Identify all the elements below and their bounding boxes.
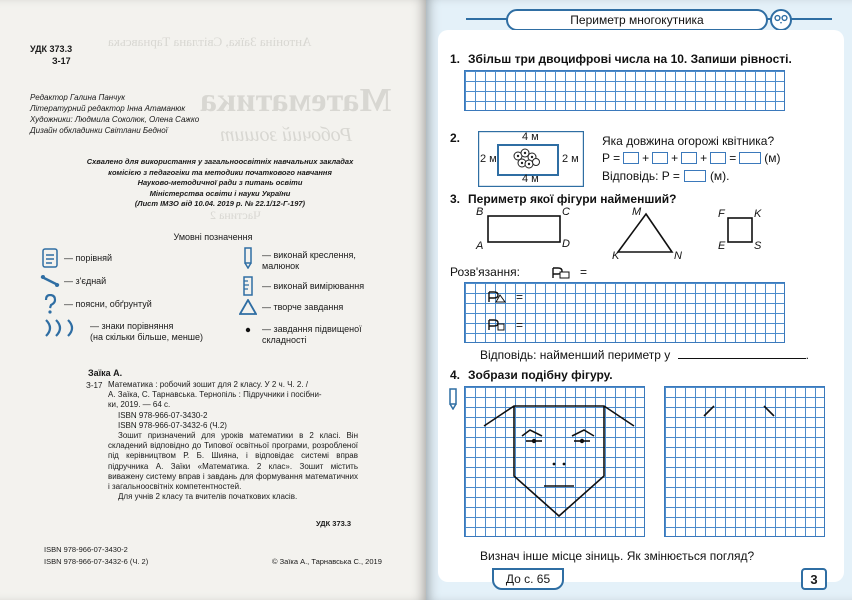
ghost-part: Частина 2 [210, 208, 261, 222]
unit-label: (м). [709, 169, 730, 183]
answer-box[interactable] [681, 152, 697, 164]
task-3 [450, 192, 676, 206]
isbn-bottom: ISBN 978-966-07-3430-2 [44, 545, 128, 554]
answer-box[interactable] [684, 170, 706, 182]
task-text: Зобрази подібну фігуру. [468, 368, 613, 382]
ghost-authors: Антоніна Заїка, Світлана Тарнавська [108, 34, 312, 49]
catalog-author: Заїка А. [88, 368, 123, 378]
legend-item-explain [40, 294, 152, 314]
legend-label: — виконай вимірювання [262, 281, 365, 291]
triangle-icon [238, 297, 258, 317]
task-2-question: Яка довжина огорожі квітника? [602, 134, 775, 148]
legend-item-signs [40, 318, 203, 343]
legend-label: — порівняй [64, 253, 113, 263]
approval-line: Науково-методичної ради з питань освіти [137, 178, 303, 187]
answer-label: Відповідь: P = [602, 169, 680, 183]
legend-item-connect [40, 271, 106, 291]
udk-top: УДК 373.3 [30, 44, 73, 54]
catalog-line: ки, 2019. — 64 с. [108, 400, 171, 410]
legend-item-creative [238, 297, 343, 317]
answer-label: Відповідь: найменший периметр у [480, 348, 671, 362]
brackets-icon [40, 318, 86, 338]
answer-box[interactable] [739, 152, 761, 164]
vertex-label: F [718, 208, 725, 220]
task-3-answer [480, 348, 809, 362]
catalog-code: З-17 [86, 381, 103, 390]
equals-sign: = [516, 290, 524, 304]
plus-sign: + [700, 151, 708, 165]
tri-symbol-icon [488, 290, 506, 308]
catalog-line: Математика : робочий зошит для 2 класу. У 2 ч. Ч. 2. / [108, 380, 309, 389]
question-icon [40, 294, 60, 314]
footer-link[interactable] [492, 568, 564, 590]
credit-line: Редактор Галина Панчук [30, 93, 126, 102]
catalog-description: Зошит призначений для уроків математики в 2 класі. Він складений відповідно до Типової освітньої програми, розробленої під керівництвом Р. Б. Шияна, і відповідає системі вправ підручника А. Заїки «Математика. 2 клас». Зошит містить виважену систему вправ і завдань для формування математичних і загальноосвітніх компетентностей. [108, 431, 358, 492]
catalog-line: А. Заїка, С. Тарнавська. Тернопіль : Підручники і посібни- [108, 390, 322, 400]
face-copy-start [664, 386, 825, 537]
triangle-figure [606, 206, 686, 262]
square-figure [714, 206, 778, 256]
credit-line: Літературний редактор Інна Атаманюк [30, 104, 186, 113]
vertex-label: K [754, 208, 762, 220]
equals-sign: = [516, 318, 524, 332]
solution-label: Розв'язання: [450, 265, 520, 279]
answer-line[interactable] [678, 349, 806, 359]
plus-sign: + [642, 151, 650, 165]
pencil-icon [238, 248, 258, 268]
answer-period: . [805, 348, 809, 362]
dot-icon [238, 320, 258, 340]
task-2 [450, 131, 468, 145]
task-number: 3. [450, 192, 461, 206]
catalog-body [108, 380, 358, 502]
task-3-grid[interactable] [464, 282, 785, 343]
equals-sign: = [580, 265, 588, 279]
page-title-text: Периметр многокутника [570, 13, 704, 27]
credits [30, 92, 199, 136]
task-4 [450, 368, 613, 382]
copyright: © Заїка А., Тарнавська С., 2019 [272, 557, 382, 566]
perimeter-formula [602, 151, 780, 165]
vertex-label: C [562, 206, 570, 218]
catalog-isbn: ISBN 978-966-07-3430-2 [118, 410, 208, 420]
legend-item-draw [238, 248, 356, 272]
pencil-paper-icon [40, 248, 60, 268]
connect-icon [40, 271, 60, 291]
catalog-isbn: ISBN 978-966-07-3432-6 (Ч.2) [118, 420, 227, 430]
side-top-label: 4 м [522, 131, 539, 143]
task-1 [450, 52, 792, 66]
ghost-subtitle: Робочий зошит [220, 124, 353, 146]
catalog-audience: Для учнів 2 класу та вчителів початкових класів. [118, 492, 298, 502]
task-1-grid[interactable] [464, 70, 785, 111]
side-right-label: 2 м [562, 153, 579, 165]
answer-box[interactable] [623, 152, 639, 164]
legend-label: — творче завдання [262, 302, 344, 312]
code-top: З-17 [52, 56, 71, 66]
vertex-label: S [754, 240, 762, 252]
legend-label: — виконай креслення, малюнок [262, 250, 356, 271]
vertex-label: A [476, 240, 484, 252]
task-4-question: Визнач інше місце зіниць. Як змінюється погляд? [480, 549, 755, 563]
legend-item-compare [40, 248, 112, 268]
credit-line: Художники: Людмила Соколюк, Олена Сажко [30, 115, 200, 124]
legend-title: Умовні позначення [173, 232, 253, 242]
rectangle-figure [476, 206, 576, 254]
vertex-label: K [612, 250, 620, 262]
approval-line: Міністерства освіти і науки України [149, 188, 291, 198]
plus-sign: + [671, 151, 679, 165]
vertex-label: E [718, 240, 726, 252]
legend-item-advanced [238, 320, 362, 346]
page-title [506, 9, 768, 31]
task-number: 4. [450, 368, 461, 382]
approval-line: комісією з педагогіки та методики початкового навчання [108, 167, 332, 177]
approval-block [40, 157, 400, 210]
face-sample-drawing [464, 386, 645, 537]
ruler-icon [238, 276, 258, 296]
unit-label: (м) [764, 151, 781, 165]
side-left-label: 2 м [480, 153, 497, 165]
footer-text: До с. 65 [505, 572, 551, 586]
isbn-bottom: ISBN 978-966-07-3432-6 (Ч. 2) [44, 557, 149, 566]
vertex-label: B [476, 206, 484, 218]
equals-sign: = [729, 151, 737, 165]
worksheet [438, 30, 844, 582]
task-text: Периметр якої фігури найменший? [468, 192, 677, 206]
vertex-label: D [562, 238, 570, 250]
task-text: Збільш три двоцифрові числа на 10. Запиши рівності. [468, 52, 792, 66]
credit-line: Дизайн обкладинки Світлани Бедної [30, 126, 168, 135]
page-number [801, 568, 827, 590]
task-number: 1. [450, 52, 461, 66]
square-symbol-icon [488, 318, 506, 336]
answer-box[interactable] [710, 152, 726, 164]
answer-box[interactable] [652, 152, 668, 164]
perimeter-label: P = [602, 151, 621, 165]
side-bottom-label: 4 м [522, 173, 539, 185]
task-number: 2. [450, 131, 461, 145]
flowerbed-figure [478, 131, 584, 187]
legend-label: — з'єднай [64, 276, 107, 286]
approval-line: (Лист ІМЗО від 10.04. 2019 р. № 22.1/12-Г-197) [134, 199, 306, 208]
ghost-title: Математика [200, 82, 392, 119]
page-number-text: 3 [810, 571, 818, 587]
vertex-label: N [674, 250, 682, 262]
approval-line: Схвалено для використання у загальноосвітніх навчальних закладах [86, 157, 354, 166]
right-page [426, 0, 852, 600]
task-2-answer [602, 169, 730, 183]
legend-label: — поясни, обґрунтуй [64, 299, 152, 309]
legend-label: — знаки порівняння (на скільки більше, менше) [90, 321, 204, 342]
vertex-label: M [632, 206, 642, 218]
legend-item-measure [238, 276, 364, 296]
legend-label: — завдання підвищеної складності [262, 324, 362, 345]
udk-bottom: УДК 373.3 [316, 519, 352, 528]
pencil-icon [448, 388, 458, 415]
